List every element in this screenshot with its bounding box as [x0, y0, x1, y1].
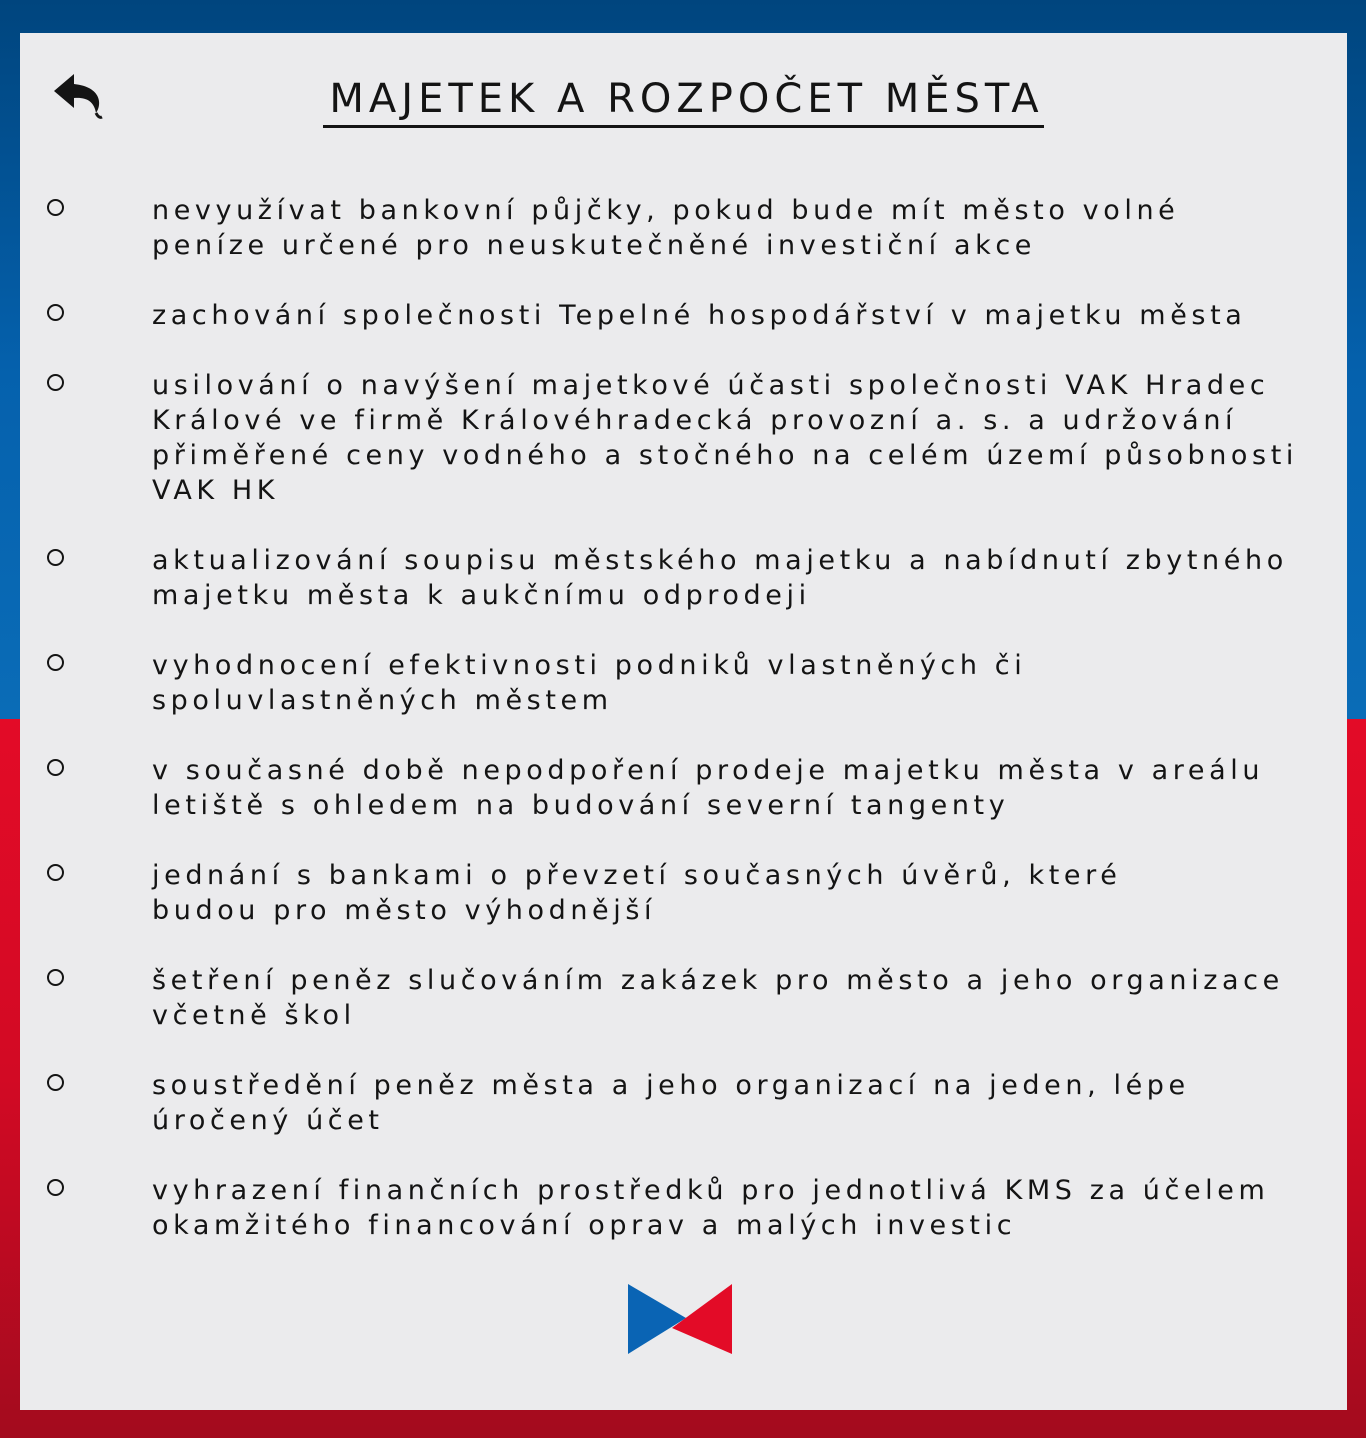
circle-bullet-icon: [47, 654, 64, 671]
list-item: [20, 753, 1347, 823]
list-item-text: vyhodnocení efektivnosti podniků vlastněných či spoluvlastněných městem: [152, 650, 1027, 716]
list-item-text: jednání s bankami o převzetí současných úvěrů, které budou pro město výhodnější: [152, 860, 1122, 926]
list-item-text: usilování o navýšení majetkové účasti společnosti VAK Hradec Králové ve firmě Královéhradecká provozní a. s. a udržování přiměřené ceny vodného a stočného na celém území působnosti VAK HK: [152, 370, 1298, 506]
list-item: [20, 1173, 1347, 1243]
list-item: [20, 298, 1347, 333]
circle-bullet-icon: [47, 759, 64, 776]
circle-bullet-icon: [47, 1179, 64, 1196]
list-item: [20, 543, 1347, 613]
list-item: [20, 858, 1347, 928]
circle-bullet-icon: [47, 199, 64, 216]
circle-bullet-icon: [47, 969, 64, 986]
list-item: [20, 368, 1347, 508]
page-title-text: MAJETEK A ROZPOČET MĚSTA: [323, 75, 1043, 128]
triangle-logo: [626, 1284, 734, 1356]
list-item-text: vyhrazení finančních prostředků pro jednotlivá KMS za účelem okamžitého financování oprav a malých investic: [152, 1175, 1270, 1241]
logo-blue-triangle: [628, 1284, 686, 1354]
list-item-text: v současné době nepodpoření prodeje majetku města v areálu letiště s ohledem na budování severní tangenty: [152, 755, 1265, 821]
list-item: [20, 1068, 1347, 1138]
list-item: [20, 963, 1347, 1033]
list-item: [20, 648, 1347, 718]
program-point-list: [20, 193, 1347, 1278]
list-item-text: zachování společnosti Tepelné hospodářství v majetku města: [152, 300, 1247, 331]
circle-bullet-icon: [47, 864, 64, 881]
circle-bullet-icon: [47, 1074, 64, 1091]
list-item-text: šetření peněz slučováním zakázek pro město a jeho organizace včetně škol: [152, 965, 1284, 1031]
list-item-text: nevyužívat bankovní půjčky, pokud bude mít město volné peníze určené pro neuskutečněné investiční akce: [152, 195, 1180, 261]
page-title: [20, 75, 1347, 128]
circle-bullet-icon: [47, 304, 64, 321]
list-item-text: aktualizování soupisu městského majetku a nabídnutí zbytného majetku města k aukčnímu odprodeji: [152, 545, 1288, 611]
list-item-text: soustředění peněz města a jeho organizací na jeden, lépe úročený účet: [152, 1070, 1190, 1136]
circle-bullet-icon: [47, 374, 64, 391]
content-card: [20, 33, 1347, 1410]
circle-bullet-icon: [47, 549, 64, 566]
list-item: [20, 193, 1347, 263]
